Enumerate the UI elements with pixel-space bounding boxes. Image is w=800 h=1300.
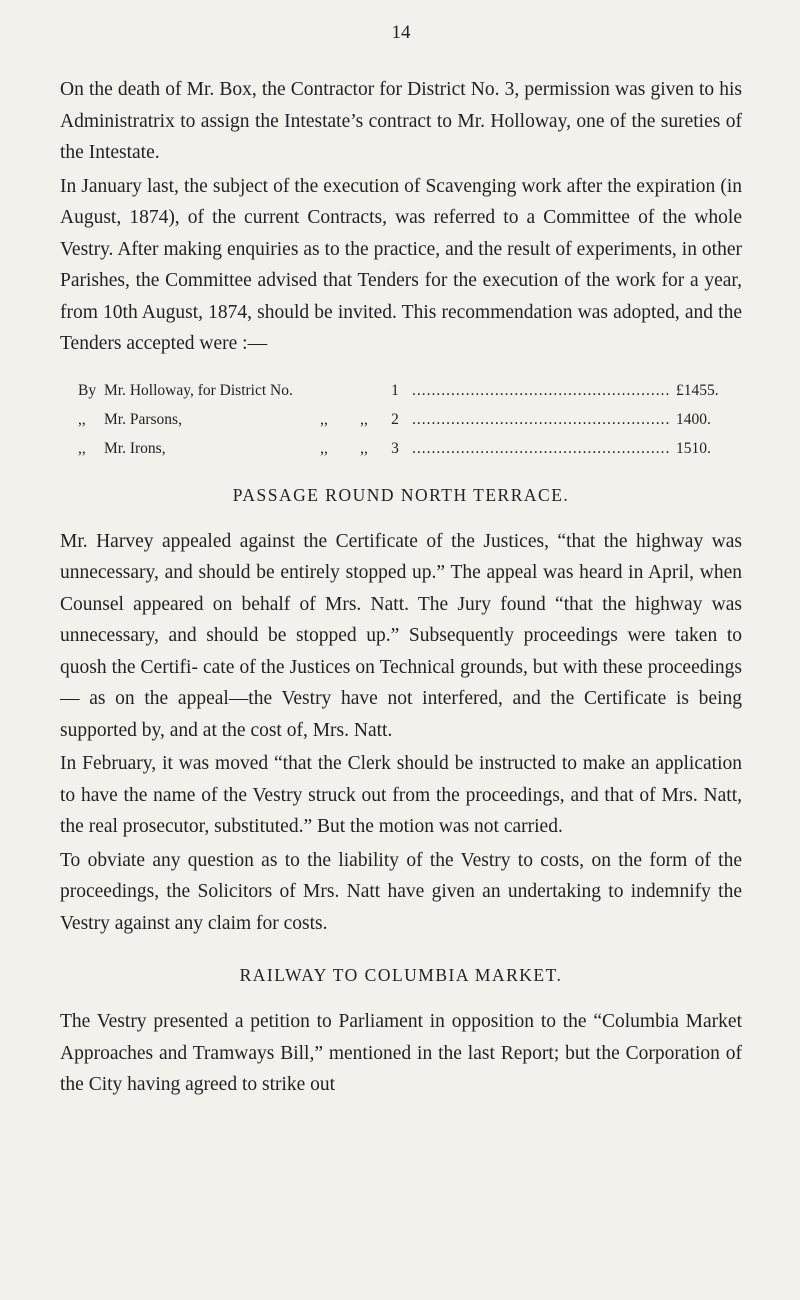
tender-row bbox=[60, 405, 742, 434]
tender-ditto: ,, bbox=[320, 439, 328, 457]
section-heading-railway: RAILWAY TO COLUMBIA MARKET. bbox=[239, 965, 563, 985]
tender-ditto: ,, bbox=[320, 410, 328, 428]
paragraph-box-death: On the death of Mr. Box, the Contractor for District No. 3, permission was given to his Administratrix to assign the Intestate’s contract to Mr. Holloway, one of the sureties of the Intestate. bbox=[60, 79, 742, 163]
tender-ditto: ,, bbox=[360, 439, 368, 457]
tender-amount: £1455. bbox=[676, 381, 719, 399]
tender-district: 1 bbox=[391, 381, 399, 399]
tender-district: 2 bbox=[391, 410, 399, 428]
tender-row bbox=[60, 434, 742, 463]
dot-leader bbox=[412, 434, 670, 463]
tender-amount: 1400. bbox=[676, 410, 711, 428]
section-heading-passage: PASSAGE ROUND NORTH TERRACE. bbox=[232, 484, 570, 505]
tender-district: 3 bbox=[391, 439, 399, 457]
tender-name: Mr. Irons, bbox=[104, 439, 166, 457]
tender-prefix: ,, bbox=[78, 439, 86, 457]
paragraph-harvey-appeal: Mr. Harvey appealed against the Certificate of the Justices, “that the highway was unnecessary, and should be entirely stopped up.” The appeal was heard in April, when Counsel appeared on behalf of Mrs. Natt. The Jury found “that the highway was unnecessary, and should be stopped up.” Subsequently proceedings were taken to quosh the Certifi- cate of the Justices on Technical grounds, but with these proceedings— as on the appeal—the Vestry have not interfered, and the Certificate is being supported by, and at the cost of, Mrs. Natt. bbox=[60, 530, 742, 741]
tender-prefix: ,, bbox=[78, 410, 86, 428]
tender-ditto: ,, bbox=[360, 410, 368, 428]
dot-leader bbox=[412, 405, 670, 434]
paragraph-indemnify: To obviate any question as to the liability of the Vestry to costs, on the form of the proceedings, the Solicitors of Mrs. Natt have given an undertaking to indemnify the Vestry against any claim for costs. bbox=[60, 849, 742, 934]
tenders-list bbox=[60, 376, 742, 463]
tender-row bbox=[60, 376, 742, 405]
paragraph-february-motion: In February, it was moved “that the Clerk should be instructed to make an application to have the name of the Vestry struck out from the proceedings, and that of Mrs. Natt, the real prosecutor, substituted.” But the motion was not carried. bbox=[60, 753, 742, 837]
paragraph-columbia-petition: The Vestry presented a petition to Parliament in opposition to the “Columbia Market Approaches and Tramways Bill,” mentioned in the last Report; but the Corporation of the City having agreed to strike out bbox=[60, 1011, 742, 1095]
dot-leader bbox=[412, 376, 670, 405]
tender-prefix: By bbox=[78, 381, 97, 399]
tender-name: Mr. Parsons, bbox=[104, 410, 182, 428]
paragraph-scavenging: In January last, the subject of the execution of Scavenging work after the expiration (in August, 1874), of the current Contracts, was referred to a Committee of the whole Vestry. After making enquiries as to the practice, and the result of experiments, in other Parishes, the Committee advised that Tenders for the execution of the work for a year, from 10th August, 1874, should be invited. This recommendation was adopted, and the Tenders accepted were :— bbox=[60, 175, 742, 354]
tender-amount: 1510. bbox=[676, 439, 711, 457]
page-number: 14 bbox=[391, 22, 411, 43]
tender-name: Mr. Holloway, for District No. bbox=[104, 381, 293, 399]
